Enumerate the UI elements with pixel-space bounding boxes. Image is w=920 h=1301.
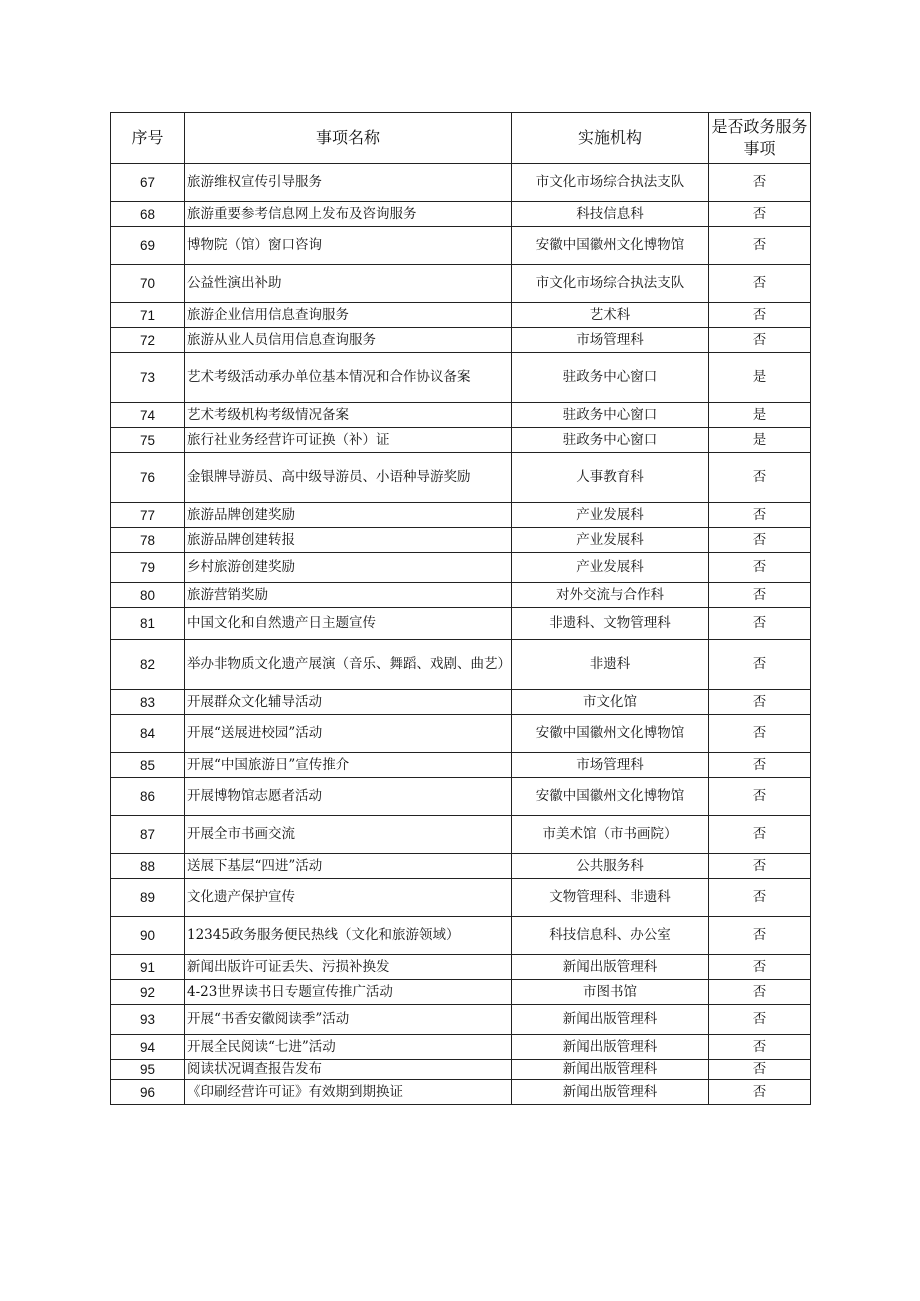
cell-implementing-agency: 对外交流与合作科 xyxy=(512,583,709,608)
cell-implementing-agency: 驻政务中心窗口 xyxy=(512,403,709,428)
cell-item-name: 12345政务服务便民热线（文化和旅游领域） xyxy=(185,917,512,955)
cell-implementing-agency: 市文化馆 xyxy=(512,690,709,715)
cell-item-name: 旅游从业人员信用信息查询服务 xyxy=(185,328,512,353)
cell-is-gov-service: 是 xyxy=(709,403,811,428)
cell-implementing-agency: 公共服务科 xyxy=(512,854,709,879)
cell-item-name: 艺术考级机构考级情况备案 xyxy=(185,403,512,428)
cell-implementing-agency: 安徽中国徽州文化博物馆 xyxy=(512,227,709,265)
table-row xyxy=(111,753,811,778)
cell-implementing-agency: 产业发展科 xyxy=(512,553,709,583)
cell-serial-no: 72 xyxy=(111,328,185,353)
cell-serial-no: 79 xyxy=(111,553,185,583)
cell-implementing-agency: 市图书馆 xyxy=(512,980,709,1005)
table-row xyxy=(111,879,811,917)
table-row xyxy=(111,202,811,227)
cell-is-gov-service: 否 xyxy=(709,690,811,715)
cell-is-gov-service: 否 xyxy=(709,503,811,528)
cell-is-gov-service: 否 xyxy=(709,227,811,265)
cell-implementing-agency: 产业发展科 xyxy=(512,503,709,528)
cell-item-name: 公益性演出补助 xyxy=(185,265,512,303)
cell-item-name: 旅行社业务经营许可证换（补）证 xyxy=(185,428,512,453)
cell-serial-no: 80 xyxy=(111,583,185,608)
cell-implementing-agency: 驻政务中心窗口 xyxy=(512,428,709,453)
cell-item-name: 旅游品牌创建转报 xyxy=(185,528,512,553)
cell-is-gov-service: 否 xyxy=(709,583,811,608)
cell-item-name: 开展群众文化辅导活动 xyxy=(185,690,512,715)
cell-implementing-agency: 文物管理科、非遗科 xyxy=(512,879,709,917)
cell-item-name: 开展全民阅读“七进”活动 xyxy=(185,1035,512,1060)
table-row xyxy=(111,1080,811,1105)
cell-serial-no: 91 xyxy=(111,955,185,980)
cell-item-name: 旅游营销奖励 xyxy=(185,583,512,608)
cell-implementing-agency: 新闻出版管理科 xyxy=(512,1080,709,1105)
table-row xyxy=(111,164,811,202)
cell-implementing-agency: 新闻出版管理科 xyxy=(512,1060,709,1080)
table-row xyxy=(111,640,811,690)
table-row xyxy=(111,955,811,980)
cell-item-name: 4-23世界读书日专题宣传推广活动 xyxy=(185,980,512,1005)
cell-item-name: 旅游重要参考信息网上发布及咨询服务 xyxy=(185,202,512,227)
table-row xyxy=(111,980,811,1005)
table-row xyxy=(111,690,811,715)
cell-serial-no: 69 xyxy=(111,227,185,265)
cell-is-gov-service: 否 xyxy=(709,328,811,353)
cell-serial-no: 96 xyxy=(111,1080,185,1105)
cell-implementing-agency: 市文化市场综合执法支队 xyxy=(512,164,709,202)
cell-implementing-agency: 新闻出版管理科 xyxy=(512,955,709,980)
cell-item-name: 《印刷经营许可证》有效期到期换证 xyxy=(185,1080,512,1105)
cell-is-gov-service: 否 xyxy=(709,980,811,1005)
cell-item-name: 艺术考级活动承办单位基本情况和合作协议备案 xyxy=(185,353,512,403)
cell-serial-no: 90 xyxy=(111,917,185,955)
cell-serial-no: 89 xyxy=(111,879,185,917)
cell-is-gov-service: 否 xyxy=(709,265,811,303)
cell-serial-no: 86 xyxy=(111,778,185,816)
cell-serial-no: 83 xyxy=(111,690,185,715)
cell-is-gov-service: 否 xyxy=(709,640,811,690)
cell-serial-no: 88 xyxy=(111,854,185,879)
cell-serial-no: 74 xyxy=(111,403,185,428)
cell-serial-no: 71 xyxy=(111,303,185,328)
cell-serial-no: 85 xyxy=(111,753,185,778)
cell-is-gov-service: 否 xyxy=(709,955,811,980)
table-row xyxy=(111,1060,811,1080)
cell-is-gov-service: 否 xyxy=(709,753,811,778)
cell-serial-no: 77 xyxy=(111,503,185,528)
cell-is-gov-service: 是 xyxy=(709,428,811,453)
cell-item-name: 开展全市书画交流 xyxy=(185,816,512,854)
cell-is-gov-service: 否 xyxy=(709,528,811,553)
cell-is-gov-service: 否 xyxy=(709,1035,811,1060)
cell-implementing-agency: 非遗科、文物管理科 xyxy=(512,608,709,640)
cell-serial-no: 73 xyxy=(111,353,185,403)
cell-is-gov-service: 否 xyxy=(709,1005,811,1035)
cell-item-name: 乡村旅游创建奖励 xyxy=(185,553,512,583)
cell-serial-no: 94 xyxy=(111,1035,185,1060)
service-items-table xyxy=(110,112,811,1105)
cell-item-name: 举办非物质文化遗产展演（音乐、舞蹈、戏剧、曲艺） xyxy=(185,640,512,690)
cell-is-gov-service: 是 xyxy=(709,353,811,403)
cell-item-name: 旅游维权宣传引导服务 xyxy=(185,164,512,202)
cell-item-name: 文化遗产保护宣传 xyxy=(185,879,512,917)
cell-is-gov-service: 否 xyxy=(709,164,811,202)
table-row xyxy=(111,778,811,816)
cell-serial-no: 81 xyxy=(111,608,185,640)
table-row xyxy=(111,453,811,503)
cell-is-gov-service: 否 xyxy=(709,778,811,816)
cell-item-name: 开展“书香安徽阅读季”活动 xyxy=(185,1005,512,1035)
cell-is-gov-service: 否 xyxy=(709,303,811,328)
cell-implementing-agency: 市场管理科 xyxy=(512,328,709,353)
cell-implementing-agency: 安徽中国徽州文化博物馆 xyxy=(512,715,709,753)
cell-implementing-agency: 新闻出版管理科 xyxy=(512,1035,709,1060)
table-row xyxy=(111,303,811,328)
cell-implementing-agency: 新闻出版管理科 xyxy=(512,1005,709,1035)
cell-item-name: 开展“送展进校园”活动 xyxy=(185,715,512,753)
cell-item-name: 送展下基层“四进”活动 xyxy=(185,854,512,879)
table-row xyxy=(111,715,811,753)
cell-serial-no: 78 xyxy=(111,528,185,553)
cell-is-gov-service: 否 xyxy=(709,879,811,917)
cell-serial-no: 95 xyxy=(111,1060,185,1080)
cell-serial-no: 76 xyxy=(111,453,185,503)
cell-serial-no: 87 xyxy=(111,816,185,854)
cell-item-name: 开展博物馆志愿者活动 xyxy=(185,778,512,816)
cell-is-gov-service: 否 xyxy=(709,715,811,753)
cell-item-name: 中国文化和自然遗产日主题宣传 xyxy=(185,608,512,640)
cell-implementing-agency: 科技信息科 xyxy=(512,202,709,227)
cell-item-name: 旅游品牌创建奖励 xyxy=(185,503,512,528)
table-row xyxy=(111,816,811,854)
cell-is-gov-service: 否 xyxy=(709,1080,811,1105)
cell-item-name: 金银牌导游员、高中级导游员、小语种导游奖励 xyxy=(185,453,512,503)
cell-serial-no: 75 xyxy=(111,428,185,453)
cell-implementing-agency: 市场管理科 xyxy=(512,753,709,778)
cell-implementing-agency: 产业发展科 xyxy=(512,528,709,553)
table-row xyxy=(111,227,811,265)
table-row xyxy=(111,403,811,428)
cell-serial-no: 82 xyxy=(111,640,185,690)
cell-serial-no: 92 xyxy=(111,980,185,1005)
table-body xyxy=(111,164,811,1105)
header-implementing-agency: 实施机构 xyxy=(512,113,709,164)
cell-serial-no: 67 xyxy=(111,164,185,202)
table-header-row xyxy=(111,113,811,164)
cell-is-gov-service: 否 xyxy=(709,917,811,955)
table-row xyxy=(111,503,811,528)
table-row xyxy=(111,265,811,303)
table-row xyxy=(111,353,811,403)
cell-is-gov-service: 否 xyxy=(709,816,811,854)
cell-is-gov-service: 否 xyxy=(709,1060,811,1080)
table-row xyxy=(111,917,811,955)
cell-serial-no: 70 xyxy=(111,265,185,303)
header-item-name: 事项名称 xyxy=(185,113,512,164)
cell-is-gov-service: 否 xyxy=(709,854,811,879)
header-serial-no: 序号 xyxy=(111,113,185,164)
cell-is-gov-service: 否 xyxy=(709,553,811,583)
table-row xyxy=(111,1035,811,1060)
table-row xyxy=(111,428,811,453)
cell-implementing-agency: 艺术科 xyxy=(512,303,709,328)
cell-is-gov-service: 否 xyxy=(709,453,811,503)
cell-implementing-agency: 驻政务中心窗口 xyxy=(512,353,709,403)
cell-serial-no: 93 xyxy=(111,1005,185,1035)
table-row xyxy=(111,328,811,353)
cell-item-name: 阅读状况调查报告发布 xyxy=(185,1060,512,1080)
table-row xyxy=(111,854,811,879)
cell-implementing-agency: 科技信息科、办公室 xyxy=(512,917,709,955)
cell-serial-no: 68 xyxy=(111,202,185,227)
cell-serial-no: 84 xyxy=(111,715,185,753)
cell-item-name: 旅游企业信用信息查询服务 xyxy=(185,303,512,328)
cell-is-gov-service: 否 xyxy=(709,202,811,227)
cell-implementing-agency: 安徽中国徽州文化博物馆 xyxy=(512,778,709,816)
cell-is-gov-service: 否 xyxy=(709,608,811,640)
header-is-gov-service: 是否政务服务事项 xyxy=(709,113,811,164)
cell-implementing-agency: 非遗科 xyxy=(512,640,709,690)
cell-implementing-agency: 人事教育科 xyxy=(512,453,709,503)
cell-implementing-agency: 市文化市场综合执法支队 xyxy=(512,265,709,303)
table-row xyxy=(111,583,811,608)
cell-implementing-agency: 市美术馆（市书画院） xyxy=(512,816,709,854)
table-row xyxy=(111,553,811,583)
table-row xyxy=(111,1005,811,1035)
table-row xyxy=(111,608,811,640)
cell-item-name: 开展“中国旅游日”宣传推介 xyxy=(185,753,512,778)
cell-item-name: 新闻出版许可证丢失、污损补换发 xyxy=(185,955,512,980)
cell-item-name: 博物院（馆）窗口咨询 xyxy=(185,227,512,265)
table-row xyxy=(111,528,811,553)
